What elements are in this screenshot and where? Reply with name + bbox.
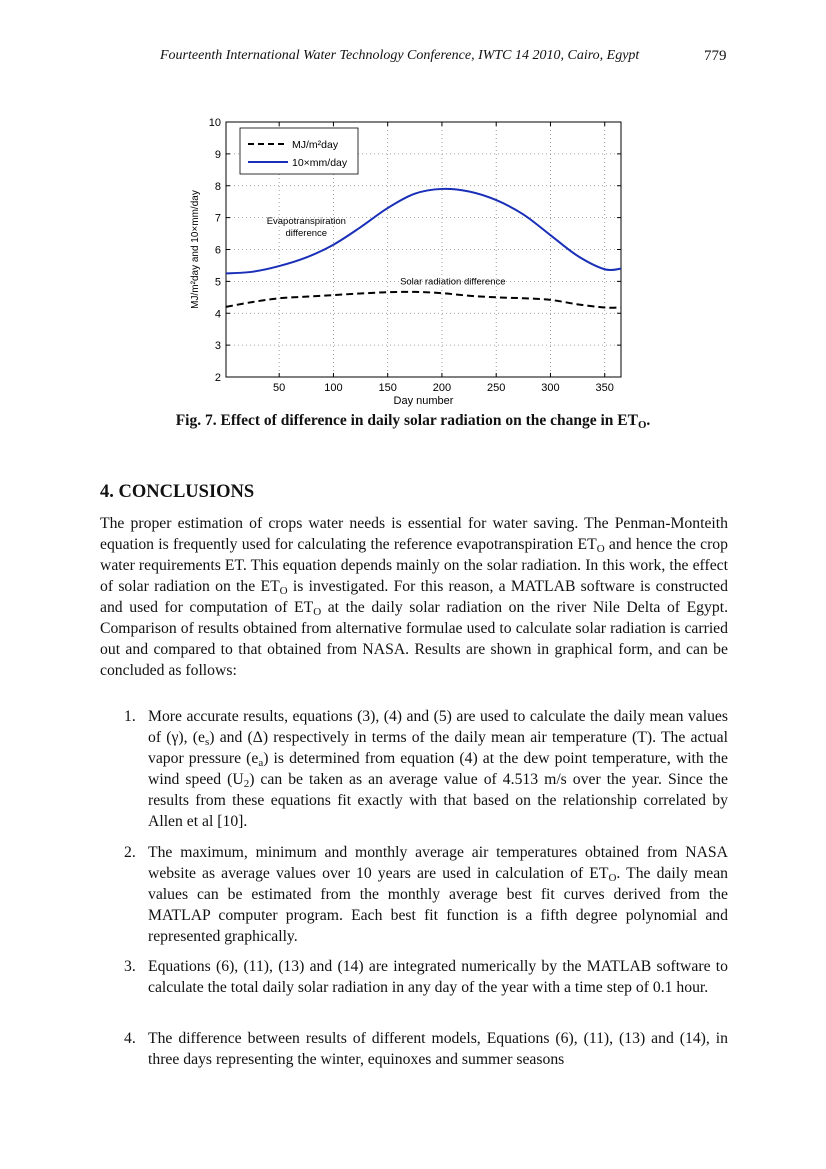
chart-annotation: difference xyxy=(285,228,328,239)
y-tick-label: 9 xyxy=(214,148,221,161)
x-tick-label: 100 xyxy=(324,382,343,394)
y-tick-label: 10 xyxy=(208,117,221,129)
y-tick-label: 4 xyxy=(214,308,221,321)
chart-annotation: Solar radiation difference xyxy=(400,276,506,288)
x-tick-label: 250 xyxy=(487,382,506,394)
y-tick-label: 8 xyxy=(214,180,221,193)
list-item-number: 3. xyxy=(124,958,136,975)
list-item-text: More accurate results, equations (3), (4) and (5) are used to calculate the daily mean values of (γ), $(e_s)$ and (Δ) respectively in terms of the daily mean air temperature (T). The actual vapor pressure $(e_a)$ is determined from equation (4) at the dew point temperature, with the wind speed $(U_2)$ can be taken as an average value of 4.513 m/s over the year. Since the results from these equations fit exactly with that based on the relationship correlated by Allen et al [10]. xyxy=(148,708,728,830)
series-line-solar-radiation xyxy=(226,292,621,308)
list-item-text: The difference between results of different models, Equations (6), (11), (13) and (14), in three days representing the winter, equinoxes and summer seasons xyxy=(148,1030,728,1068)
list-item-number: 2. xyxy=(124,844,136,861)
x-tick-label: 350 xyxy=(595,382,614,394)
list-item-text: The maximum, minimum and monthly average air temperatures obtained from NASA website as average values over 10 years are used in calculation of $ET_O$. The daily mean values can be estimated from the monthly average best fit curves derived from the MATLAP computer program. Each best fit function is a fifth degree polynomial and represented graphically. xyxy=(148,844,728,945)
list-item-number: 1. xyxy=(124,708,136,725)
x-axis-label: Day number xyxy=(393,395,454,407)
legend-label: MJ/m²day xyxy=(292,139,339,151)
x-tick-label: 300 xyxy=(541,382,560,394)
y-tick-label: 7 xyxy=(214,212,221,225)
section-title: 4. CONCLUSIONS xyxy=(100,482,255,502)
y-tick-label: 6 xyxy=(214,244,221,257)
x-tick-label: 150 xyxy=(378,382,397,394)
x-tick-label: 50 xyxy=(273,382,286,394)
legend-label: 10×mm/day xyxy=(292,157,348,169)
list-item-number: 4. xyxy=(124,1030,136,1047)
y-tick-label: 2 xyxy=(214,372,221,384)
et0-solar-radiation-chart xyxy=(186,112,636,412)
chart-annotation: Evapotranspiration xyxy=(266,216,346,227)
list-item-text: Equations (6), (11), (13) and (14) are integrated numerically by the MATLAB software to calculate the total daily solar radiation in any day of the year with a time step of 0.1 hour. xyxy=(148,958,728,996)
x-tick-label: 200 xyxy=(432,382,452,394)
conference-title: Fourteenth International Water Technology Conference, IWTC 14 2010, Cairo, Egypt xyxy=(160,48,640,63)
intro-paragraph: The proper estimation of crops water needs is essential for water saving. The Penman-Monteith equation is frequently used for calculating the reference evapotranspiration $ET_O$ and hence the crop water requirements ET. This equation depends mainly on the solar radiation. In this work, the effect of solar radiation on the $ET_O$ is investigated. For this reason, a MATLAB software is constructed and used for computation of $ET_O$ at the daily solar radiation on the river Nile Delta of Egypt. Comparison of results obtained from alternative formulae used to calculate solar radiation is carried out and compared to that obtained from NASA. Results are shown in graphical form, and can be concluded as follows: xyxy=(100,515,728,679)
figure-caption: Fig. 7. Effect of difference in daily solar radiation on the change in $ET_O$. xyxy=(175,412,651,431)
page-number: 779 xyxy=(704,48,727,64)
y-axis-label: MJ/m²day and 10×mm/day xyxy=(190,190,201,309)
y-tick-label: 5 xyxy=(214,276,221,289)
y-tick-label: 3 xyxy=(214,340,221,353)
